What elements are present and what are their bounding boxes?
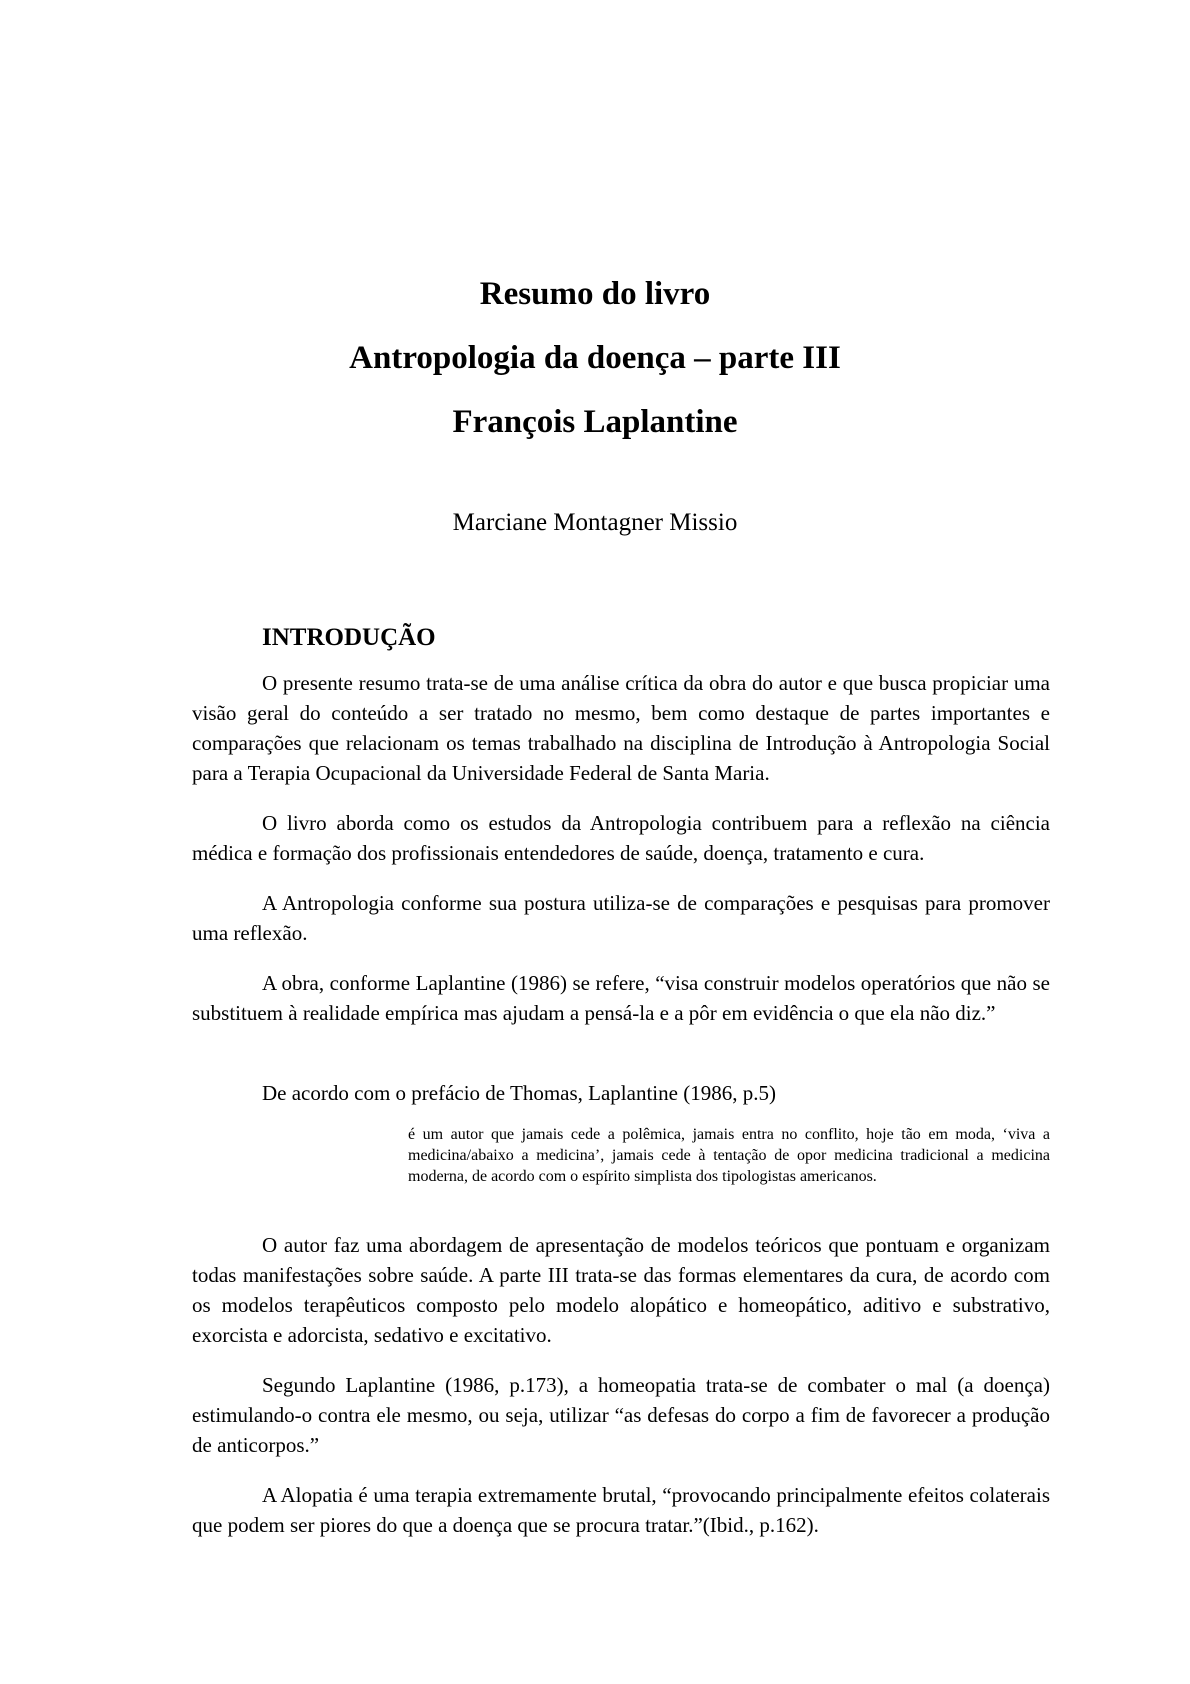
paragraph-3: A Antropologia conforme sua postura utiliza-se de comparações e pesquisas para promover uma reflexão. [192, 891, 1050, 945]
title-line-1: Resumo do livro [479, 276, 711, 312]
title-line-2: Antropologia da doença – parte III [349, 340, 841, 376]
paragraph-6: O autor faz uma abordagem de apresentação de modelos teóricos que pontuam e organizam todas manifestações sobre saúde. A parte III trata-se das formas elementares da cura, de acordo com os modelos terapêuticos composto pelo modelo alopático e homeopático, aditivo e substrativo, exorcista e adorcista, sedativo e excitativo. [192, 1233, 1050, 1347]
paragraph-4: A obra, conforme Laplantine (1986) se refere, “visa construir modelos operatórios que não se substituem à realidade empírica mas ajudam a pensá-la e a pôr em evidência o que ela não diz.” [192, 971, 1050, 1025]
paragraph-8: A Alopatia é uma terapia extremamente brutal, “provocando principalmente efeitos colaterais que podem ser piores do que a doença que se procura tratar.”(Ibid., p.162). [192, 1483, 1050, 1537]
author-name: Marciane Montagner Missio [452, 509, 738, 536]
block-quote: é um autor que jamais cede a polêmica, jamais entra no conflito, hoje tão em moda, ‘viva a medicina/abaixo a medicina’, jamais cede à tentação de opor medicina tradicional a medicina moderna, de acordo com o espírito simplista dos tipologistas americanos. [408, 1126, 1050, 1185]
title-line-3: François Laplantine [452, 404, 738, 440]
paragraph-5: De acordo com o prefácio de Thomas, Laplantine (1986, p.5) [262, 1081, 776, 1105]
section-heading: INTRODUÇÃO [262, 624, 436, 651]
paragraph-7: Segundo Laplantine (1986, p.173), a homeopatia trata-se de combater o mal (a doença) estimulando-o contra ele mesmo, ou seja, utilizar “as defesas do corpo a fim de favorecer a produção de anticorpos.” [192, 1373, 1050, 1457]
paragraph-1: O presente resumo trata-se de uma análise crítica da obra do autor e que busca propiciar uma visão geral do conteúdo a ser tratado no mesmo, bem como destaque de partes importantes e comparações que relacionam os temas trabalhado na disciplina de Introdução à Antropologia Social para a Terapia Ocupacional da Universidade Federal de Santa Maria. [192, 671, 1050, 785]
paragraph-2: O livro aborda como os estudos da Antropologia contribuem para a reflexão na ciência médica e formação dos profissionais entendedores de saúde, doença, tratamento e cura. [192, 811, 1050, 865]
title-block [0, 262, 1190, 454]
